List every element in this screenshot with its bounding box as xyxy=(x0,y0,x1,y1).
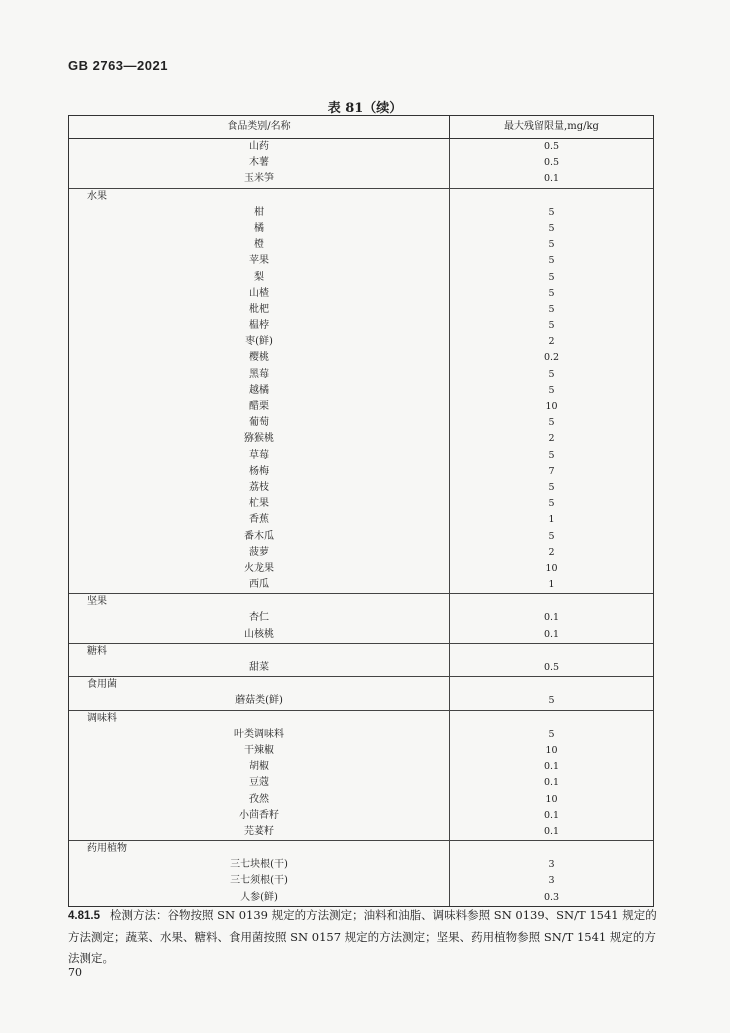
food-name-cell: 豆蔻 xyxy=(69,775,450,791)
residue-limit-table xyxy=(68,115,654,907)
table-title: 表 81（续） xyxy=(327,101,403,116)
table-row xyxy=(69,205,653,221)
table-row xyxy=(69,383,653,399)
max-limit-cell: 5 xyxy=(548,271,555,283)
food-name-cell: 杧果 xyxy=(69,496,450,512)
max-limit-cell: 1 xyxy=(548,514,555,526)
table-row xyxy=(69,318,653,334)
table-row xyxy=(69,155,653,171)
table-row xyxy=(69,464,653,480)
max-limit-cell: 0.5 xyxy=(543,141,560,152)
max-limit-cell: 10 xyxy=(545,401,558,412)
food-name-cell: 荔枝 xyxy=(69,480,450,496)
food-name-cell: 西瓜 xyxy=(69,577,450,593)
max-limit-cell: 5 xyxy=(548,255,555,267)
max-limit-cell: 10 xyxy=(545,744,558,756)
section-text: 检测方法：谷物按照 SN 0139 规定的方法测定；油料和油脂、调味料参照 SN 0139、SN/T 1541 规定的方法测定；蔬菜、水果、糖料、食用菌按照 SN 0157 规定的方法测定；坚果、药用植物参照 SN/T 1541 规定的方法测定。 xyxy=(68,908,657,965)
food-name-cell: 杨梅 xyxy=(69,464,450,480)
group-limit-empty xyxy=(450,189,653,205)
food-name-cell: 孜然 xyxy=(69,792,450,808)
group-limit-empty xyxy=(450,677,653,693)
food-name-cell: 小茴香籽 xyxy=(69,808,450,824)
table-row xyxy=(69,857,653,873)
max-limit-cell: 5 xyxy=(548,303,555,315)
max-limit-cell: 5 xyxy=(548,287,555,299)
table-row xyxy=(69,399,653,415)
group-header-row xyxy=(69,189,653,205)
table-group xyxy=(69,594,653,644)
max-limit-cell: 7 xyxy=(548,465,555,477)
page-number: 70 xyxy=(68,966,82,979)
max-limit-cell: 0.5 xyxy=(543,157,560,169)
max-limit-cell: 0.1 xyxy=(543,777,560,789)
table-row xyxy=(69,808,653,824)
table-row xyxy=(69,431,653,447)
food-name-cell: 菠萝 xyxy=(69,545,450,561)
group-label: 食用菌 xyxy=(69,677,450,693)
table-row xyxy=(69,480,653,496)
max-limit-cell: 5 xyxy=(548,530,555,542)
food-name-cell: 胡椒 xyxy=(69,759,450,775)
food-name-cell: 柑 xyxy=(69,205,450,221)
group-header-row xyxy=(69,644,653,660)
max-limit-cell: 3 xyxy=(548,859,555,871)
max-limit-cell: 2 xyxy=(548,336,555,348)
food-name-cell: 干辣椒 xyxy=(69,743,450,759)
table-group xyxy=(69,644,653,677)
max-limit-cell: 5 xyxy=(548,206,555,218)
table-row xyxy=(69,545,653,561)
max-limit-cell: 0.1 xyxy=(543,761,560,773)
food-name-cell: 草莓 xyxy=(69,448,450,464)
table-group xyxy=(69,139,653,189)
table-row xyxy=(69,221,653,237)
group-header-row xyxy=(69,594,653,610)
food-name-cell: 猕猴桃 xyxy=(69,431,450,447)
food-name-cell: 樱桃 xyxy=(69,350,450,366)
max-limit-cell: 5 xyxy=(548,239,555,251)
table-row xyxy=(69,350,653,366)
max-limit-cell: 5 xyxy=(548,695,555,707)
food-name-cell: 三七块根(干) xyxy=(69,857,450,873)
food-name-cell: 叶类调味料 xyxy=(69,727,450,743)
max-limit-cell: 10 xyxy=(545,562,558,574)
group-label: 药用植物 xyxy=(69,841,450,857)
group-header-row xyxy=(69,677,653,693)
table-row xyxy=(69,334,653,350)
table-row xyxy=(69,759,653,775)
table-row xyxy=(69,415,653,431)
table-row xyxy=(69,792,653,808)
table-row xyxy=(69,171,653,187)
group-limit-empty xyxy=(450,711,653,727)
food-name-cell: 三七须根(干) xyxy=(69,873,450,889)
table-row xyxy=(69,561,653,577)
table-row xyxy=(69,660,653,676)
food-name-cell: 越橘 xyxy=(69,383,450,399)
table-row xyxy=(69,367,653,383)
max-limit-cell: 5 xyxy=(548,728,555,740)
max-limit-cell: 0.1 xyxy=(543,809,560,821)
table-row xyxy=(69,448,653,464)
table-group xyxy=(69,711,653,842)
food-name-cell: 香蕉 xyxy=(69,512,450,528)
max-limit-cell: 5 xyxy=(548,320,555,332)
table-row xyxy=(69,577,653,593)
group-limit-empty xyxy=(450,644,653,660)
table-row xyxy=(69,270,653,286)
max-limit-cell: 1 xyxy=(548,579,555,591)
max-limit-cell: 0.1 xyxy=(543,173,560,185)
food-name-cell: 杏仁 xyxy=(69,610,450,626)
max-limit-cell: 0.1 xyxy=(543,825,560,837)
group-limit-empty xyxy=(450,594,653,610)
column-header-food-name: 食品类别/名称 xyxy=(69,116,450,138)
food-name-cell: 黑莓 xyxy=(69,367,450,383)
food-name-cell: 苹果 xyxy=(69,253,450,269)
table-row xyxy=(69,253,653,269)
table-row xyxy=(69,286,653,302)
food-name-cell: 橙 xyxy=(69,237,450,253)
food-name-cell: 番木瓜 xyxy=(69,529,450,545)
table-row xyxy=(69,743,653,759)
max-limit-cell: 0.3 xyxy=(543,891,560,903)
food-name-cell: 芫荽籽 xyxy=(69,824,450,840)
max-limit-cell: 3 xyxy=(548,875,555,887)
max-limit-cell: 5 xyxy=(548,449,555,461)
food-name-cell: 橘 xyxy=(69,221,450,237)
max-limit-cell: 5 xyxy=(548,222,555,234)
table-row xyxy=(69,627,653,643)
max-limit-cell: 5 xyxy=(548,417,555,429)
food-name-cell: 火龙果 xyxy=(69,561,450,577)
food-name-cell: 枇杷 xyxy=(69,302,450,318)
food-name-cell: 葡萄 xyxy=(69,415,450,431)
section-paragraph xyxy=(68,905,658,969)
max-limit-cell: 0.1 xyxy=(543,612,560,624)
max-limit-cell: 5 xyxy=(548,368,555,380)
section-number: 4.81.5 xyxy=(68,910,100,922)
food-name-cell: 木薯 xyxy=(69,155,450,171)
food-name-cell: 人参(鲜) xyxy=(69,890,450,906)
food-name-cell: 枣(鲜) xyxy=(69,334,450,350)
table-row xyxy=(69,824,653,840)
max-limit-cell: 5 xyxy=(548,481,555,493)
document-code: GB 2763—2021 xyxy=(68,58,168,73)
table-row xyxy=(69,496,653,512)
group-label: 坚果 xyxy=(69,594,450,610)
max-limit-cell: 0.2 xyxy=(543,352,560,364)
group-header-row xyxy=(69,711,653,727)
table-body xyxy=(69,139,653,906)
food-name-cell: 山楂 xyxy=(69,286,450,302)
food-name-cell: 榅桲 xyxy=(69,318,450,334)
group-label: 调味料 xyxy=(69,711,450,727)
table-row xyxy=(69,610,653,626)
table-row xyxy=(69,237,653,253)
table-group xyxy=(69,841,653,906)
column-header-max-limit: 最大残留限量,mg/kg xyxy=(504,121,599,132)
max-limit-cell: 5 xyxy=(548,498,555,510)
food-name-cell: 醋栗 xyxy=(69,399,450,415)
food-name-cell: 甜菜 xyxy=(69,660,450,676)
table-group xyxy=(69,677,653,710)
table-row xyxy=(69,775,653,791)
max-limit-cell: 0.1 xyxy=(543,628,560,640)
table-row xyxy=(69,873,653,889)
table-row xyxy=(69,512,653,528)
max-limit-cell: 2 xyxy=(548,546,555,558)
food-name-cell: 玉米笋 xyxy=(69,171,450,187)
table-row xyxy=(69,727,653,743)
food-name-cell: 山核桃 xyxy=(69,627,450,643)
table-row xyxy=(69,139,653,155)
table-row xyxy=(69,529,653,545)
table-row xyxy=(69,693,653,709)
group-label: 糖料 xyxy=(69,644,450,660)
food-name-cell: 山药 xyxy=(69,139,450,155)
max-limit-cell: 10 xyxy=(545,793,558,805)
max-limit-cell: 0.5 xyxy=(543,662,560,673)
table-group xyxy=(69,189,653,595)
group-label: 水果 xyxy=(69,189,450,205)
group-header-row xyxy=(69,841,653,857)
table-row xyxy=(69,890,653,906)
table-header-row xyxy=(69,116,653,139)
max-limit-cell: 2 xyxy=(548,433,555,445)
food-name-cell: 蘑菇类(鲜) xyxy=(69,693,450,709)
max-limit-cell: 5 xyxy=(548,384,555,396)
group-limit-empty xyxy=(450,841,653,857)
food-name-cell: 梨 xyxy=(69,270,450,286)
table-row xyxy=(69,302,653,318)
